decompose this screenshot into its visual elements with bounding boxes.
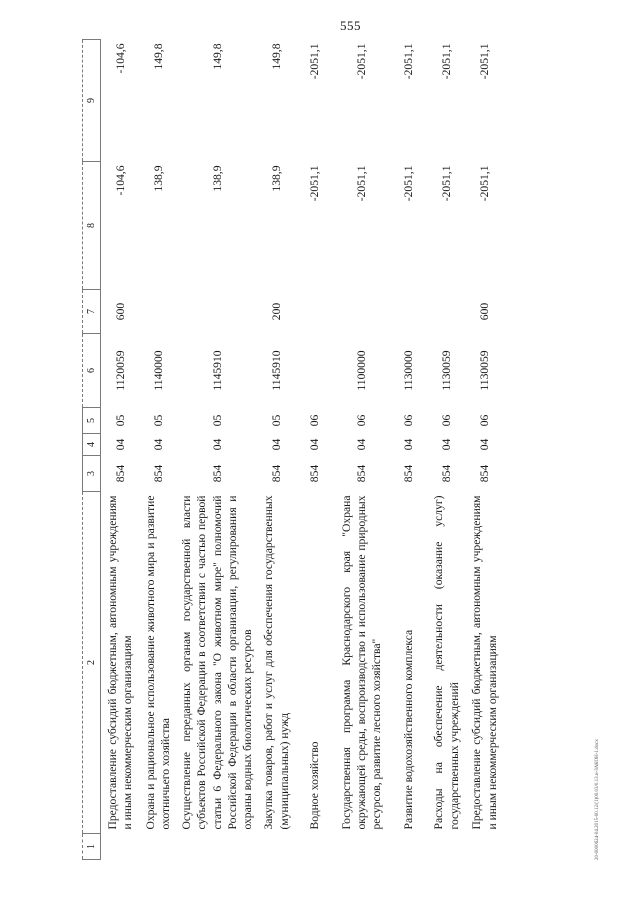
table-row xyxy=(334,40,390,860)
row-col1 xyxy=(390,834,428,860)
footer-code: 20-0000624-04.2015-00.12/(1)00.03/0.13.н-ЗАКОН-1.docx xyxy=(595,739,600,860)
row-col1 xyxy=(428,834,466,860)
row-code-4: 04 xyxy=(151,438,165,451)
row-code-3: 854 xyxy=(270,464,284,483)
row-name: Охрана и рациональное использование животного мира и развитие охотничьего хозяйства xyxy=(143,495,173,830)
row-code-6: 1130000 xyxy=(402,350,416,391)
row-value-8: 138,9 xyxy=(210,165,224,192)
row-code-7: 600 xyxy=(113,302,127,321)
row-code-5: 06 xyxy=(478,414,492,427)
row-value-8: 138,9 xyxy=(270,165,284,192)
row-code-4: 04 xyxy=(113,438,127,451)
row-name: Предоставление субсидий бюджетным, автономным учреждениям и иным некоммерческим организациям xyxy=(470,495,499,830)
row-code-4: 04 xyxy=(402,438,416,451)
row-code-7 xyxy=(334,290,390,334)
row-code-3: 854 xyxy=(151,464,165,483)
table-row xyxy=(258,40,296,860)
row-code-3: 854 xyxy=(478,464,492,483)
row-value-8: 138,9 xyxy=(151,165,165,192)
table-row xyxy=(177,40,257,860)
page-number: 555 xyxy=(340,18,361,33)
row-code-6: 1130059 xyxy=(478,350,492,391)
row-value-9: -2051,1 xyxy=(440,43,454,80)
header-cell-9: 9 xyxy=(83,40,101,162)
row-code-5: 06 xyxy=(440,414,454,427)
row-name: Расходы на обеспечение деятельности (оказание услуг) государственных учреждений xyxy=(432,495,461,830)
row-code-3: 854 xyxy=(308,464,322,483)
row-value-9: 149,8 xyxy=(210,43,224,70)
row-code-7 xyxy=(390,290,428,334)
row-code-3: 854 xyxy=(402,464,416,483)
row-code-4: 04 xyxy=(308,438,322,451)
header-cell-5: 5 xyxy=(83,408,101,434)
row-value-9: -2051,1 xyxy=(402,43,416,80)
row-code-6: 1120059 xyxy=(113,350,127,391)
row-name: Осуществление переданных органам государственной власти субъектов Российской Федерации в соответствии с частью первой статьи 6 Федерального закона "О животном мире" полномочий Российской Федерации в области организации, регулирования и охраны водных биологических ресурсов xyxy=(180,495,255,830)
row-code-6: 1100000 xyxy=(355,350,369,391)
row-code-6 xyxy=(296,334,334,408)
row-code-7 xyxy=(177,290,257,334)
row-value-9: -104,6 xyxy=(113,43,127,74)
table-row xyxy=(428,40,466,860)
row-code-5: 05 xyxy=(210,414,224,427)
row-code-5: 05 xyxy=(113,414,127,427)
row-code-5: 06 xyxy=(308,414,322,427)
row-code-3: 854 xyxy=(355,464,369,483)
row-value-9: 149,8 xyxy=(151,43,165,70)
budget-table xyxy=(82,39,504,860)
table-row xyxy=(101,40,140,860)
table-row xyxy=(466,40,504,860)
row-value-9: -2051,1 xyxy=(478,43,492,80)
row-value-8: -2051,1 xyxy=(402,165,416,202)
row-value-8: -104,6 xyxy=(113,165,127,196)
row-code-5: 06 xyxy=(402,414,416,427)
row-value-9: -2051,1 xyxy=(308,43,322,80)
header-cell-1: 1 xyxy=(83,834,101,860)
row-code-3: 854 xyxy=(440,464,454,483)
row-col1 xyxy=(296,834,334,860)
row-code-5: 05 xyxy=(151,414,165,427)
row-code-7: 200 xyxy=(270,302,284,321)
row-code-7 xyxy=(296,290,334,334)
row-col1 xyxy=(101,834,140,860)
table-row xyxy=(296,40,334,860)
row-name: Государственная программа Краснодарского края "Охрана окружающей среды, воспроизводство и использование природных ресурсов, развитие лесного хозяйства" xyxy=(339,495,384,830)
row-code-4: 04 xyxy=(210,438,224,451)
row-col1 xyxy=(139,834,177,860)
row-code-6: 1130059 xyxy=(440,350,454,391)
row-code-4: 04 xyxy=(355,438,369,451)
header-cell-2: 2 xyxy=(83,492,101,834)
row-name: Закупка товаров, работ и услуг для обеспечения государственных (муниципальных) нужд xyxy=(262,495,291,830)
rotated-table-container xyxy=(82,40,587,860)
table-row xyxy=(390,40,428,860)
row-name: Развитие водохозяйственного комплекса xyxy=(402,629,416,830)
header-cell-7: 7 xyxy=(83,290,101,334)
row-col1 xyxy=(334,834,390,860)
row-code-5: 05 xyxy=(270,414,284,427)
row-code-4: 04 xyxy=(270,438,284,451)
table-header-row xyxy=(83,40,101,860)
row-code-3: 854 xyxy=(210,464,224,483)
row-col1 xyxy=(466,834,504,860)
row-code-7: 600 xyxy=(478,302,492,321)
row-code-5: 06 xyxy=(355,414,369,427)
row-code-7 xyxy=(428,290,466,334)
row-value-8: -2051,1 xyxy=(440,165,454,202)
table-row xyxy=(139,40,177,860)
row-value-8: -2051,1 xyxy=(308,165,322,202)
row-col1 xyxy=(177,834,257,860)
row-value-9: 149,8 xyxy=(270,43,284,70)
row-code-6: 1145910 xyxy=(210,350,224,391)
row-code-6: 1145910 xyxy=(270,350,284,391)
row-value-8: -2051,1 xyxy=(355,165,369,202)
header-cell-3: 3 xyxy=(83,456,101,492)
row-code-6: 1140000 xyxy=(151,350,165,391)
row-code-4: 04 xyxy=(440,438,454,451)
row-value-8: -2051,1 xyxy=(478,165,492,202)
row-code-7 xyxy=(139,290,177,334)
header-cell-8: 8 xyxy=(83,162,101,290)
row-name: Предоставление субсидий бюджетным, автономным учреждениям и иным некоммерческим организациям xyxy=(105,495,135,830)
row-code-3: 854 xyxy=(113,464,127,483)
row-name: Водное хозяйство xyxy=(308,741,322,830)
row-col1 xyxy=(258,834,296,860)
row-value-9: -2051,1 xyxy=(355,43,369,80)
header-cell-6: 6 xyxy=(83,334,101,408)
row-code-4: 04 xyxy=(478,438,492,451)
header-cell-4: 4 xyxy=(83,434,101,456)
